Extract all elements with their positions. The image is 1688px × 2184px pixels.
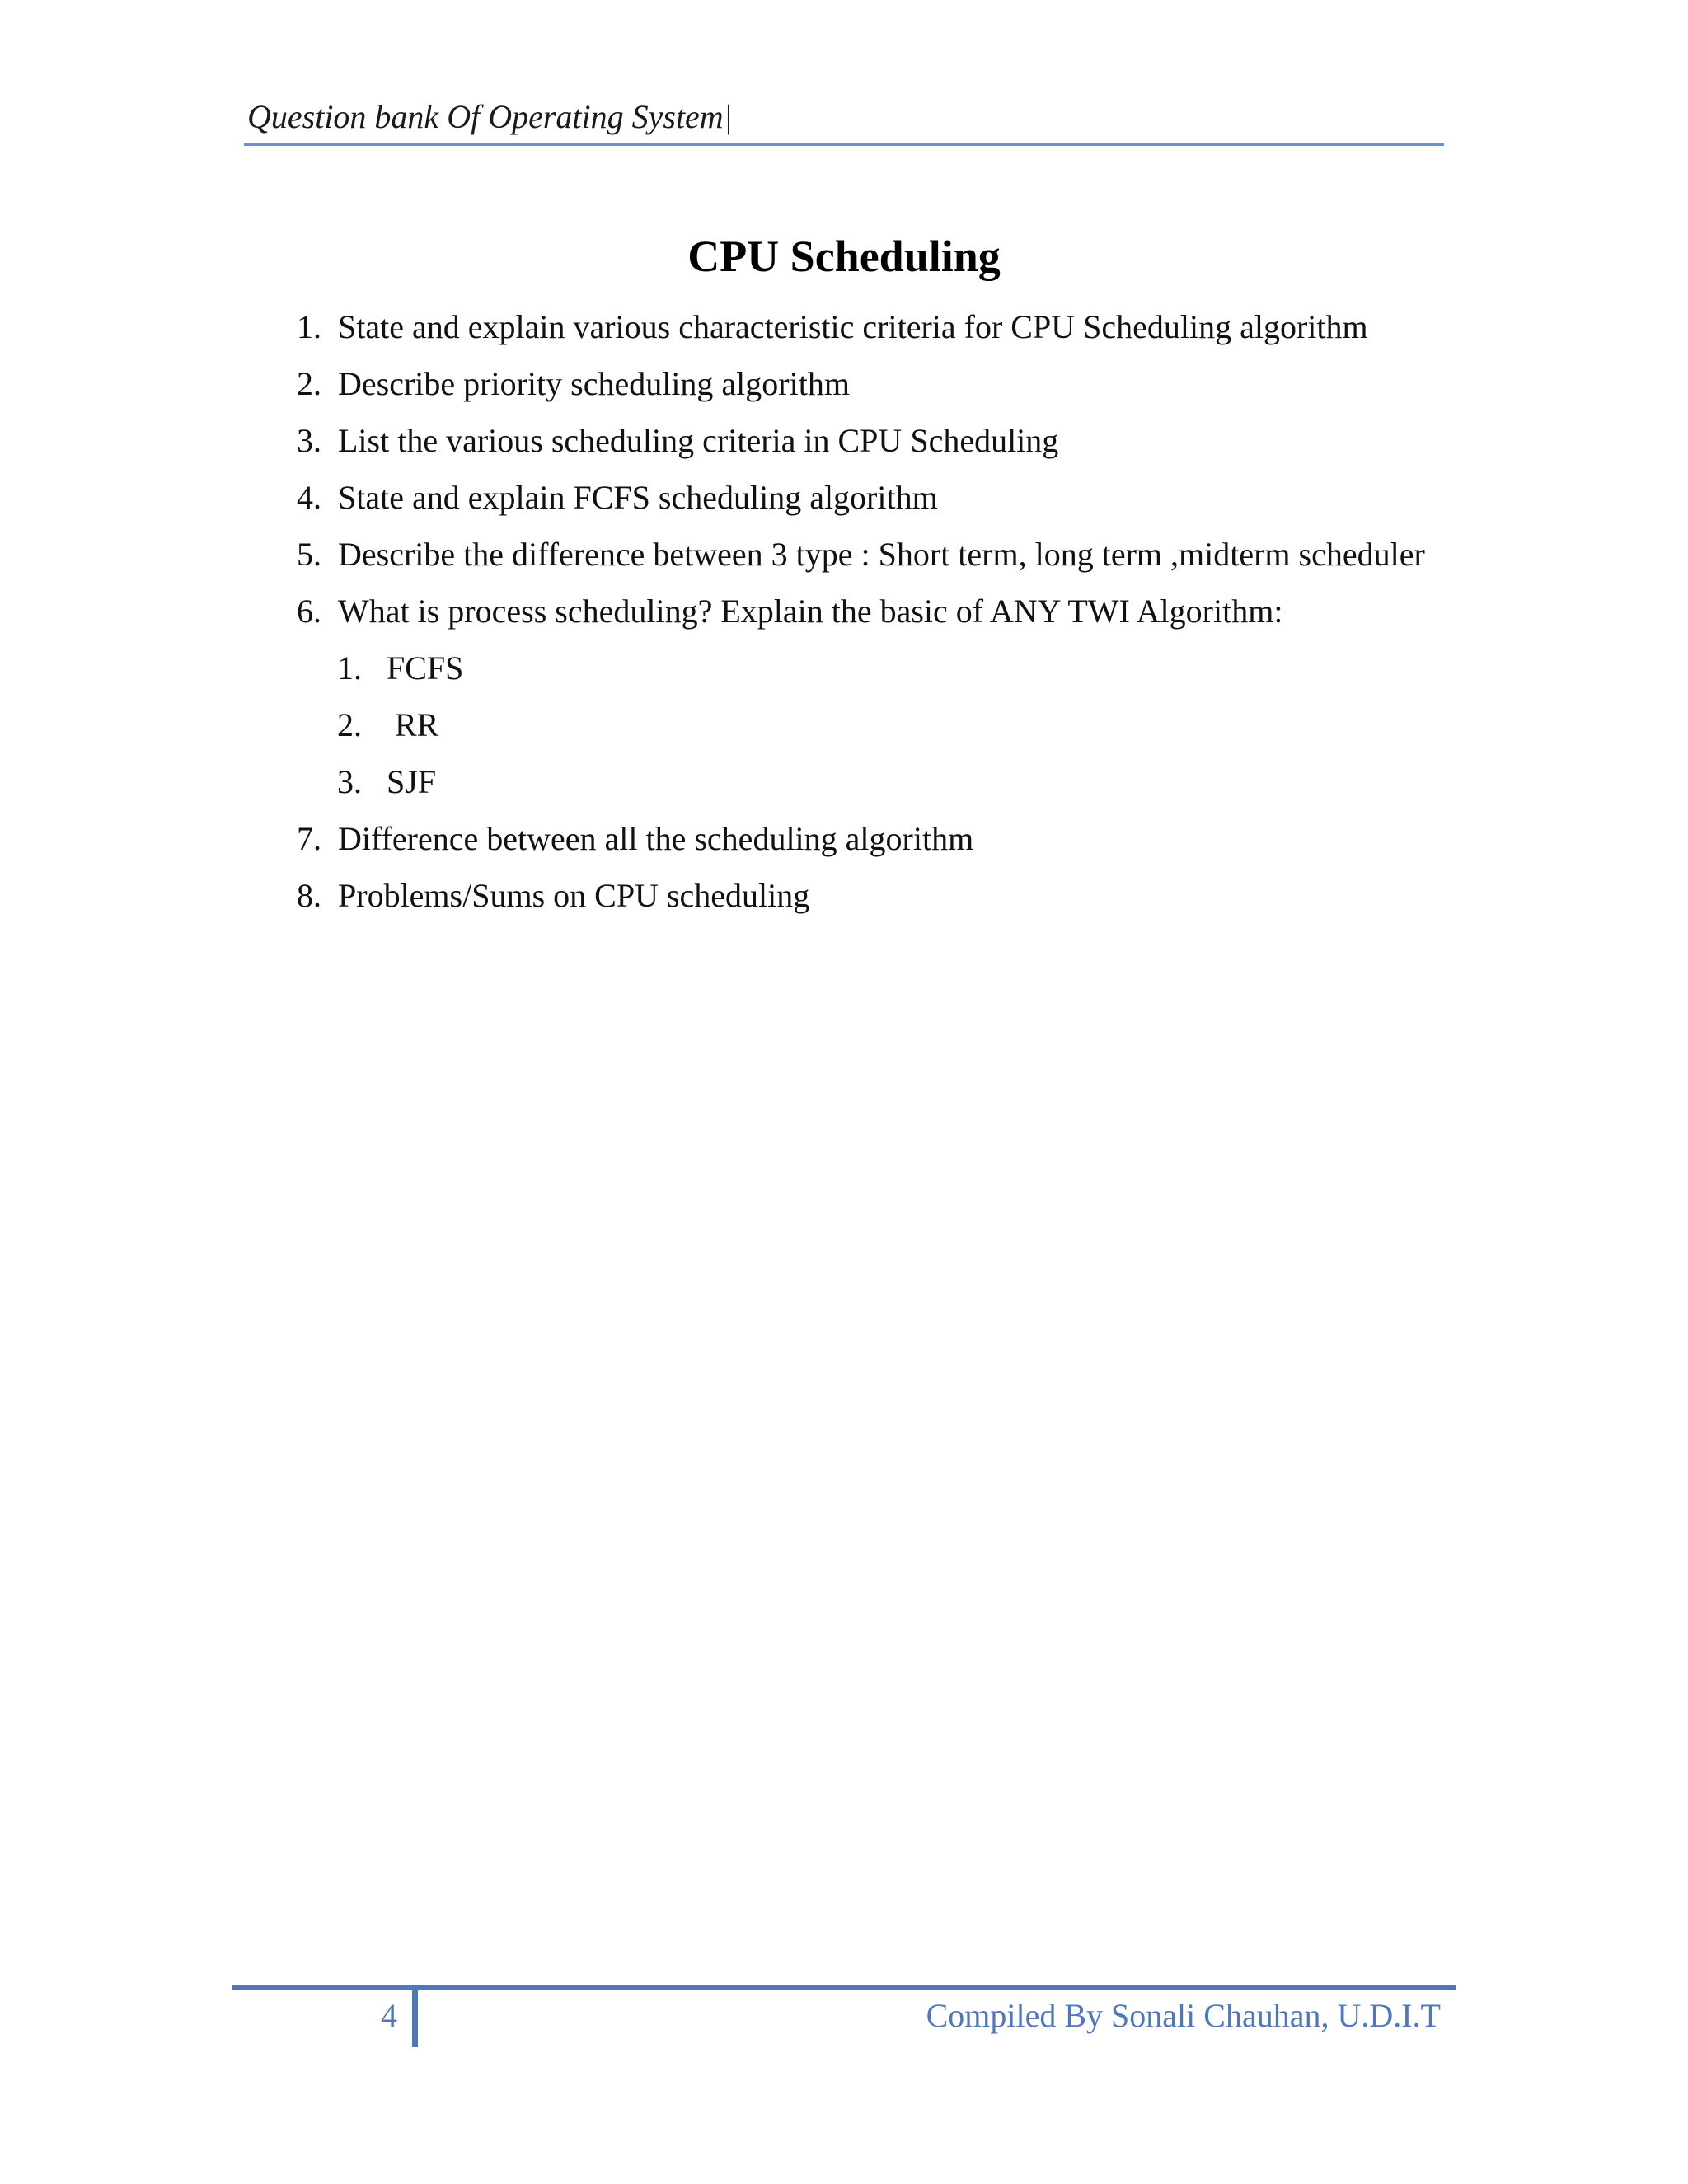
question-item — [297, 419, 1058, 462]
sub-item-text: FCFS — [387, 649, 464, 687]
question-item — [297, 363, 850, 405]
question-item — [297, 818, 973, 860]
sub-item-number: 1. — [337, 649, 362, 687]
sub-item — [337, 647, 463, 690]
question-number: 8. — [297, 877, 321, 914]
question-number: 7. — [297, 820, 321, 857]
question-item — [297, 476, 938, 519]
question-number: 1. — [297, 308, 321, 345]
question-number: 2. — [297, 365, 321, 402]
sub-item-number: 3. — [337, 763, 362, 800]
question-text: Describe priority scheduling algorithm — [338, 365, 850, 402]
sub-item — [337, 761, 436, 804]
question-text: State and explain FCFS scheduling algorithm — [338, 479, 938, 516]
question-text: Describe the difference between 3 type : Short term, long term ,midterm scheduler — [338, 536, 1425, 573]
question-text: What is process scheduling? Explain the basic of ANY TWI Algorithm: — [338, 593, 1283, 630]
question-text: State and explain various characteristic criteria for CPU Scheduling algorithm — [338, 308, 1368, 345]
sub-item-text: RR — [387, 706, 439, 743]
question-number: 4. — [297, 479, 321, 516]
question-text: Difference between all the scheduling algorithm — [338, 820, 974, 857]
footer-page-separator — [412, 1985, 418, 2047]
question-item — [297, 874, 809, 917]
question-text: List the various scheduling criteria in CPU Scheduling — [338, 422, 1059, 459]
question-item — [297, 306, 1368, 349]
question-text: Problems/Sums on CPU scheduling — [338, 877, 810, 914]
sub-item — [337, 704, 438, 747]
sub-item-number: 2. — [337, 706, 362, 743]
question-number: 5. — [297, 536, 321, 573]
footer-credit: Compiled By Sonali Chauhan, U.D.I.T — [926, 1997, 1441, 2034]
question-item — [297, 533, 1425, 576]
question-item — [297, 590, 1282, 633]
question-list — [0, 0, 1688, 989]
sub-item-text: SJF — [387, 763, 437, 800]
page-header-title: Question bank Of Operating System| — [247, 98, 733, 135]
section-heading: CPU Scheduling — [687, 232, 1001, 281]
question-number: 3. — [297, 422, 321, 459]
question-number: 6. — [297, 593, 321, 630]
page-number: 4 — [381, 1997, 397, 2034]
